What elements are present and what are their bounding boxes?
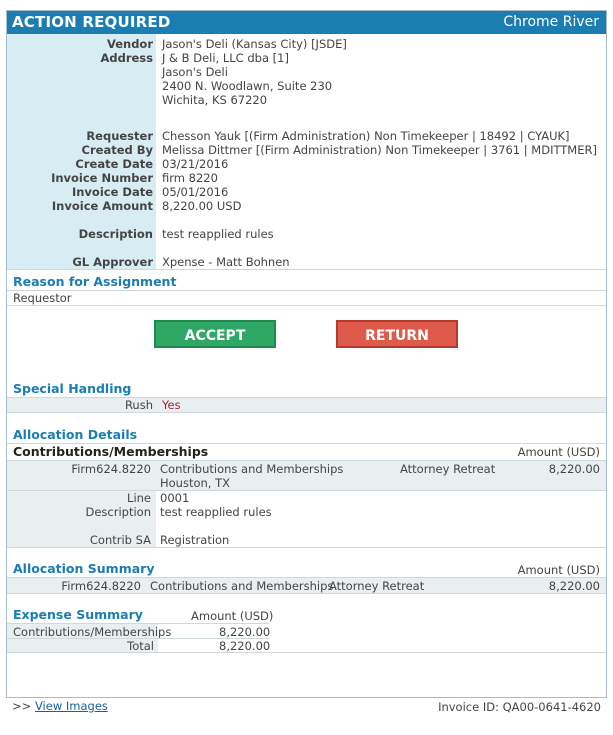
summary-amount: 8,220.00	[548, 579, 600, 593]
divider	[7, 290, 606, 291]
footer-prefix: >>	[12, 699, 32, 713]
summary-amount-header: Amount (USD)	[517, 563, 600, 577]
requester-row	[7, 129, 606, 143]
approval-card	[6, 10, 607, 698]
header-title: ACTION REQUIRED	[12, 13, 171, 31]
contrib-value: Registration	[160, 533, 230, 547]
summary-account-desc: Contributions and Memberships	[150, 579, 334, 593]
address-line-4: Wichita, KS 67220	[162, 93, 268, 107]
allocation-amount: 8,220.00	[548, 462, 600, 476]
divider	[7, 652, 606, 653]
allocation-line	[7, 461, 606, 490]
summary-account: Firm624.8220	[61, 579, 141, 593]
rush-row	[7, 397, 606, 412]
expense-amount-header: Amount (USD)	[191, 609, 274, 623]
description-label: Description	[78, 227, 153, 241]
reason-title: Reason for Assignment	[13, 274, 177, 289]
return-button[interactable]: RETURN	[336, 320, 458, 348]
requester-label: Requester	[86, 129, 153, 143]
allocation-account-desc: Contributions and Memberships	[160, 462, 344, 476]
invoice-id: Invoice ID: QA00-0641-4620	[438, 700, 601, 714]
divider	[7, 397, 606, 398]
invoice-details	[7, 34, 606, 269]
address-row-2	[7, 65, 606, 79]
invoice-amount-label: Invoice Amount	[51, 199, 153, 213]
create-date-row	[7, 157, 606, 171]
divider	[7, 305, 606, 306]
view-images-link[interactable]: View Images	[34, 699, 108, 713]
address-line-3: 2400 N. Woodlawn, Suite 230	[162, 79, 333, 93]
address-row-3	[7, 79, 606, 93]
created-by-value: Melissa Dittmer [(Firm Administration) Non Timekeeper | 3761 | MDITTMER]	[162, 143, 597, 157]
rush-label: Rush	[124, 398, 153, 412]
gl-approver-label: GL Approver	[72, 255, 153, 269]
line-label: Line	[127, 491, 151, 505]
reason-value: Requestor	[13, 291, 72, 305]
create-date-value: 03/21/2016	[162, 157, 229, 171]
invoice-amount-row	[7, 199, 606, 213]
header-bar	[7, 11, 606, 34]
allocation-amount-header: Amount (USD)	[517, 445, 600, 459]
alloc-desc-label: Description	[85, 505, 151, 519]
special-handling-title: Special Handling	[13, 381, 132, 396]
create-date-label: Create Date	[75, 157, 153, 171]
allocation-details-title: Allocation Details	[13, 427, 138, 442]
invoice-amount-value: 8,220.00 USD	[162, 199, 242, 213]
contrib-label: Contrib SA	[89, 533, 151, 547]
allocation-category: Contributions/Memberships	[13, 444, 209, 459]
allocation-summary-title: Allocation Summary	[13, 561, 155, 576]
total-amount: 8,220.00	[219, 639, 271, 653]
gl-approver-row	[7, 255, 606, 269]
invoice-date-label: Invoice Date	[71, 185, 153, 199]
address-label: Address	[100, 51, 153, 65]
expense-category: Contributions/Memberships	[13, 625, 172, 639]
address-line-2: Jason's Deli	[162, 65, 228, 79]
address-line-1: J & B Deli, LLC dba [1]	[162, 51, 289, 65]
allocation-account: Firm624.8220	[71, 462, 151, 476]
invoice-date-value: 05/01/2016	[162, 185, 229, 199]
divider	[7, 269, 606, 270]
rush-value: Yes	[162, 398, 181, 412]
vendor-row	[7, 37, 606, 51]
vendor-label: Vendor	[106, 37, 153, 51]
expense-category-amount: 8,220.00	[219, 625, 271, 639]
line-value: 0001	[160, 491, 190, 505]
expense-summary-title: Expense Summary	[13, 607, 143, 622]
address-row	[7, 51, 606, 65]
summary-matter: Attorney Retreat	[329, 579, 425, 593]
divider	[7, 412, 606, 413]
created-by-label: Created By	[81, 143, 153, 157]
footer-links	[12, 699, 108, 713]
address-row-4	[7, 93, 606, 107]
description-value: test reapplied rules	[162, 227, 274, 241]
invoice-number-label: Invoice Number	[51, 171, 153, 185]
divider	[7, 547, 606, 548]
summary-line	[7, 578, 606, 593]
invoice-number-row	[7, 171, 606, 185]
gl-approver-value: Xpense - Matt Bohnen	[162, 255, 290, 269]
alloc-desc-value: test reapplied rules	[160, 505, 272, 519]
total-label: Total	[127, 639, 154, 653]
brand-name: Chrome River	[503, 14, 599, 30]
allocation-matter: Attorney Retreat	[400, 462, 496, 476]
created-by-row	[7, 143, 606, 157]
requester-value: Chesson Yauk [(Firm Administration) Non Timekeeper | 18492 | CYAUK]	[162, 129, 570, 143]
accept-button[interactable]: ACCEPT	[154, 320, 276, 348]
invoice-date-row	[7, 185, 606, 199]
vendor-value: Jason's Deli (Kansas City) [JSDE]	[162, 37, 347, 51]
allocation-location: Houston, TX	[160, 476, 231, 490]
invoice-number-value: firm 8220	[162, 171, 218, 185]
divider	[7, 593, 606, 594]
description-row	[7, 227, 606, 241]
